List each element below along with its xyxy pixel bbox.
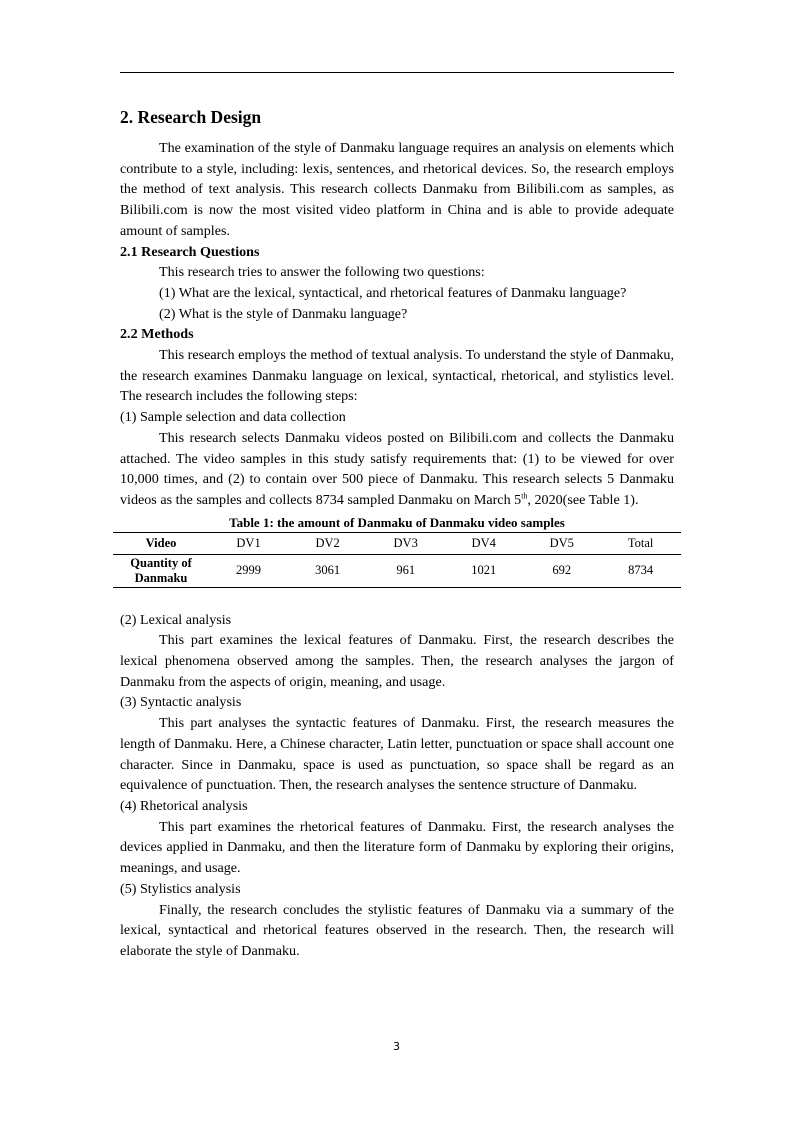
step-5-text: Finally, the research concludes the stylistic features of Danmaku via a summary of the lexical, syntactical and rhetorical features observed in the research. Then, the research will elaborate the style of Danmaku. xyxy=(120,901,674,959)
table-1 xyxy=(113,514,681,588)
subsection-heading-questions: 2.1 Research Questions xyxy=(120,243,260,260)
step-3-title: (3) Syntactic analysis xyxy=(120,694,242,711)
step-2-text: This part examines the lexical features of Danmaku. First, the research describes the lexical phenomena observed among the samples. Then, the research analyses the jargon of Danmaku from the aspects of origin, meaning, and usage. xyxy=(120,632,674,690)
page-body xyxy=(120,104,674,962)
step-2-title: (2) Lexical analysis xyxy=(120,611,232,628)
subsection-heading-methods: 2.2 Methods xyxy=(120,326,194,343)
table-header-cell: Total xyxy=(627,535,654,550)
methods-intro: This research employs the method of textual analysis. To understand the style of Danmaku, the research examines Danmaku language on lexical, syntactical, rhetorical, and stylistics level. The research includes the following steps: xyxy=(120,347,674,405)
step-1-text-a: This research selects Danmaku videos posted on Bilibili.com and collects the Danmaku attached. The video samples in this study satisfy requirements that: (1) to be viewed for over 10,000 times, and (2) to contain over 500 piece of Danmaku. This research selects 5 Danmaku videos as the samples and collects 8734 sampled Danmaku on March 5 xyxy=(120,429,674,508)
table-cell: 3061 xyxy=(315,563,341,578)
table-row xyxy=(113,554,681,587)
table-header-cell: DV2 xyxy=(315,535,340,550)
step-1-title: (1) Sample selection and data collection xyxy=(120,409,346,426)
table-header-cell: DV4 xyxy=(471,535,496,550)
step-1-text xyxy=(120,428,674,511)
step-4-text: This part examines the rhetorical features of Danmaku. First, the research analyses the devices applied in Danmaku, and then the literature form of Danmaku by exploring their origins, meanings, and usage. xyxy=(120,818,674,877)
samples-table xyxy=(113,532,681,588)
page-number: 3 xyxy=(393,1040,400,1053)
row-label-line-2: Danmaku xyxy=(134,570,188,585)
table-cell: 8734 xyxy=(628,563,654,578)
header-rule xyxy=(120,72,674,73)
step-4-title: (4) Rhetorical analysis xyxy=(120,797,248,814)
table-header-cell: DV1 xyxy=(236,535,261,550)
step-5-title: (5) Stylistics analysis xyxy=(120,880,241,897)
table-header-cell: Video xyxy=(145,535,177,550)
table-cell: 1021 xyxy=(471,563,497,578)
step-1-text-b: , 2020(see Table 1). xyxy=(527,491,639,508)
row-label-line-1: Quantity of xyxy=(130,555,192,570)
question-2: (2) What is the style of Danmaku language? xyxy=(159,305,408,322)
table-row-label xyxy=(113,554,209,587)
step-3-text: This part analyses the syntactic features of Danmaku. First, the research measures the length of Danmaku. Here, a Chinese character, Latin letter, punctuation or space shall account one character. Since in Danmaku, space is used as punctuation, so space shall be regard as an equivalence of punctuation. Then, the research analyses the sentence structure of Danmaku. xyxy=(120,715,674,794)
table-cell: 961 xyxy=(396,563,416,578)
table-cell: 2999 xyxy=(236,563,262,578)
table-cell: 692 xyxy=(552,563,572,578)
question-1: (1) What are the lexical, syntactical, and rhetorical features of Danmaku language? xyxy=(159,284,627,301)
section-intro: The examination of the style of Danmaku language requires an analysis on elements which contribute to a style, including: lexis, sentences, and rhetorical devices. So, the research employs the method of text analysis. This research collects Danmaku from Bilibili.com as samples, as Bilibili.com is now the most visited video platform in China and is able to provide adequate amount of samples. xyxy=(120,140,674,239)
step-1-superscript: th xyxy=(521,491,528,501)
table-header-cell: DV3 xyxy=(393,535,418,550)
table-header-cell: DV5 xyxy=(549,535,574,550)
table-header-row xyxy=(113,532,681,554)
table-caption: Table 1: the amount of Danmaku of Danmaku video samples xyxy=(229,514,565,530)
section-heading: 2. Research Design xyxy=(120,107,262,127)
questions-lead: This research tries to answer the following two questions: xyxy=(159,264,485,281)
